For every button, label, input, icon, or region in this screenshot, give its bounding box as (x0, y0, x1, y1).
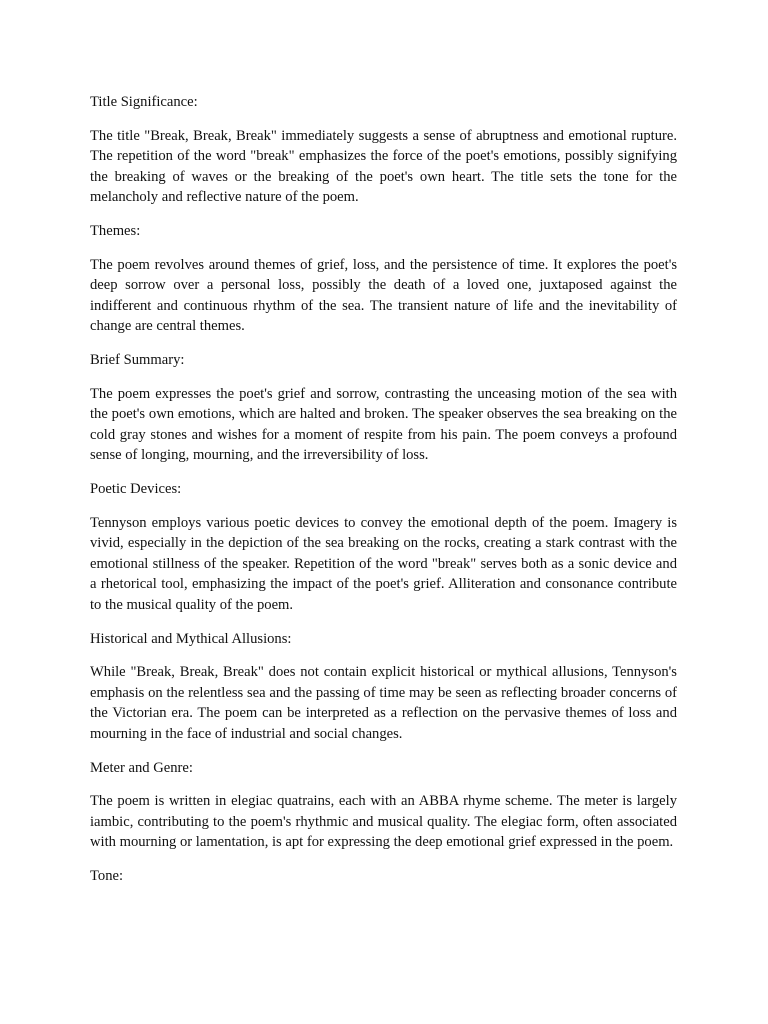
section-body-meter-genre: The poem is written in elegiac quatrains, each with an ABBA rhyme scheme. The meter is largely iambic, contributing to the poem's rhythmic and musical quality. The elegiac form, often associated with mourning or lamentation, is apt for expressing the deep emotional grief expressed in the poem. (90, 793, 677, 851)
section-heading-meter-genre: Meter and Genre: (90, 759, 193, 776)
section-body-themes: The poem revolves around themes of grief, loss, and the persistence of time. It explores the poet's deep sorrow over a personal loss, possibly the death of a loved one, juxtaposed against the indifferent and continuous rhythm of the sea. The transient nature of life and the inevitability of change are central themes. (90, 256, 677, 335)
section-heading-poetic-devices: Poetic Devices: (90, 481, 182, 498)
section-heading-allusions: Historical and Mythical Allusions: (90, 630, 292, 647)
section-body-poetic-devices: Tennyson employs various poetic devices to convey the emotional depth of the poem. Imagery is vivid, especially in the depiction of the sea breaking on the rocks, creating a stark contrast with the emotional stillness of the speaker. Repetition of the word "break" serves both as a sonic device and a rhetorical tool, emphasizing the impact of the poet's grief. Alliteration and consonance contribute to the musical quality of the poem. (90, 515, 677, 613)
section-heading-title-significance: Title Significance: (90, 94, 198, 110)
section-body-allusions: While "Break, Break, Break" does not contain explicit historical or mythical allusions, Tennyson's emphasis on the relentless sea and the passing of time may be seen as reflecting broader concerns of the Victorian era. The poem can be interpreted as a reflection on the pervasive themes of loss and mourning in the face of industrial and social changes. (90, 664, 677, 742)
section-body-brief-summary: The poem expresses the poet's grief and sorrow, contrasting the unceasing motion of the sea with the poet's own emotions, which are halted and broken. The speaker observes the sea breaking on the cold gray stones and wishes for a moment of respite from his pain. The poem conveys a profound sense of longing, mourning, and the irreversibility of loss. (90, 385, 677, 464)
section-heading-tone: Tone: (90, 868, 124, 885)
section-body-title-significance: The title "Break, Break, Break" immediately suggests a sense of abruptness and emotional rupture. The repetition of the word "break" emphasizes the force of the poet's emotions, possibly signifying the breaking of waves or the breaking of the poet's own heart. The title sets the tone for the melancholy and reflective nature of the poem. (90, 127, 677, 206)
section-heading-themes: Themes: (90, 223, 141, 240)
document-page (90, 92, 677, 900)
section-heading-brief-summary: Brief Summary: (90, 352, 185, 369)
